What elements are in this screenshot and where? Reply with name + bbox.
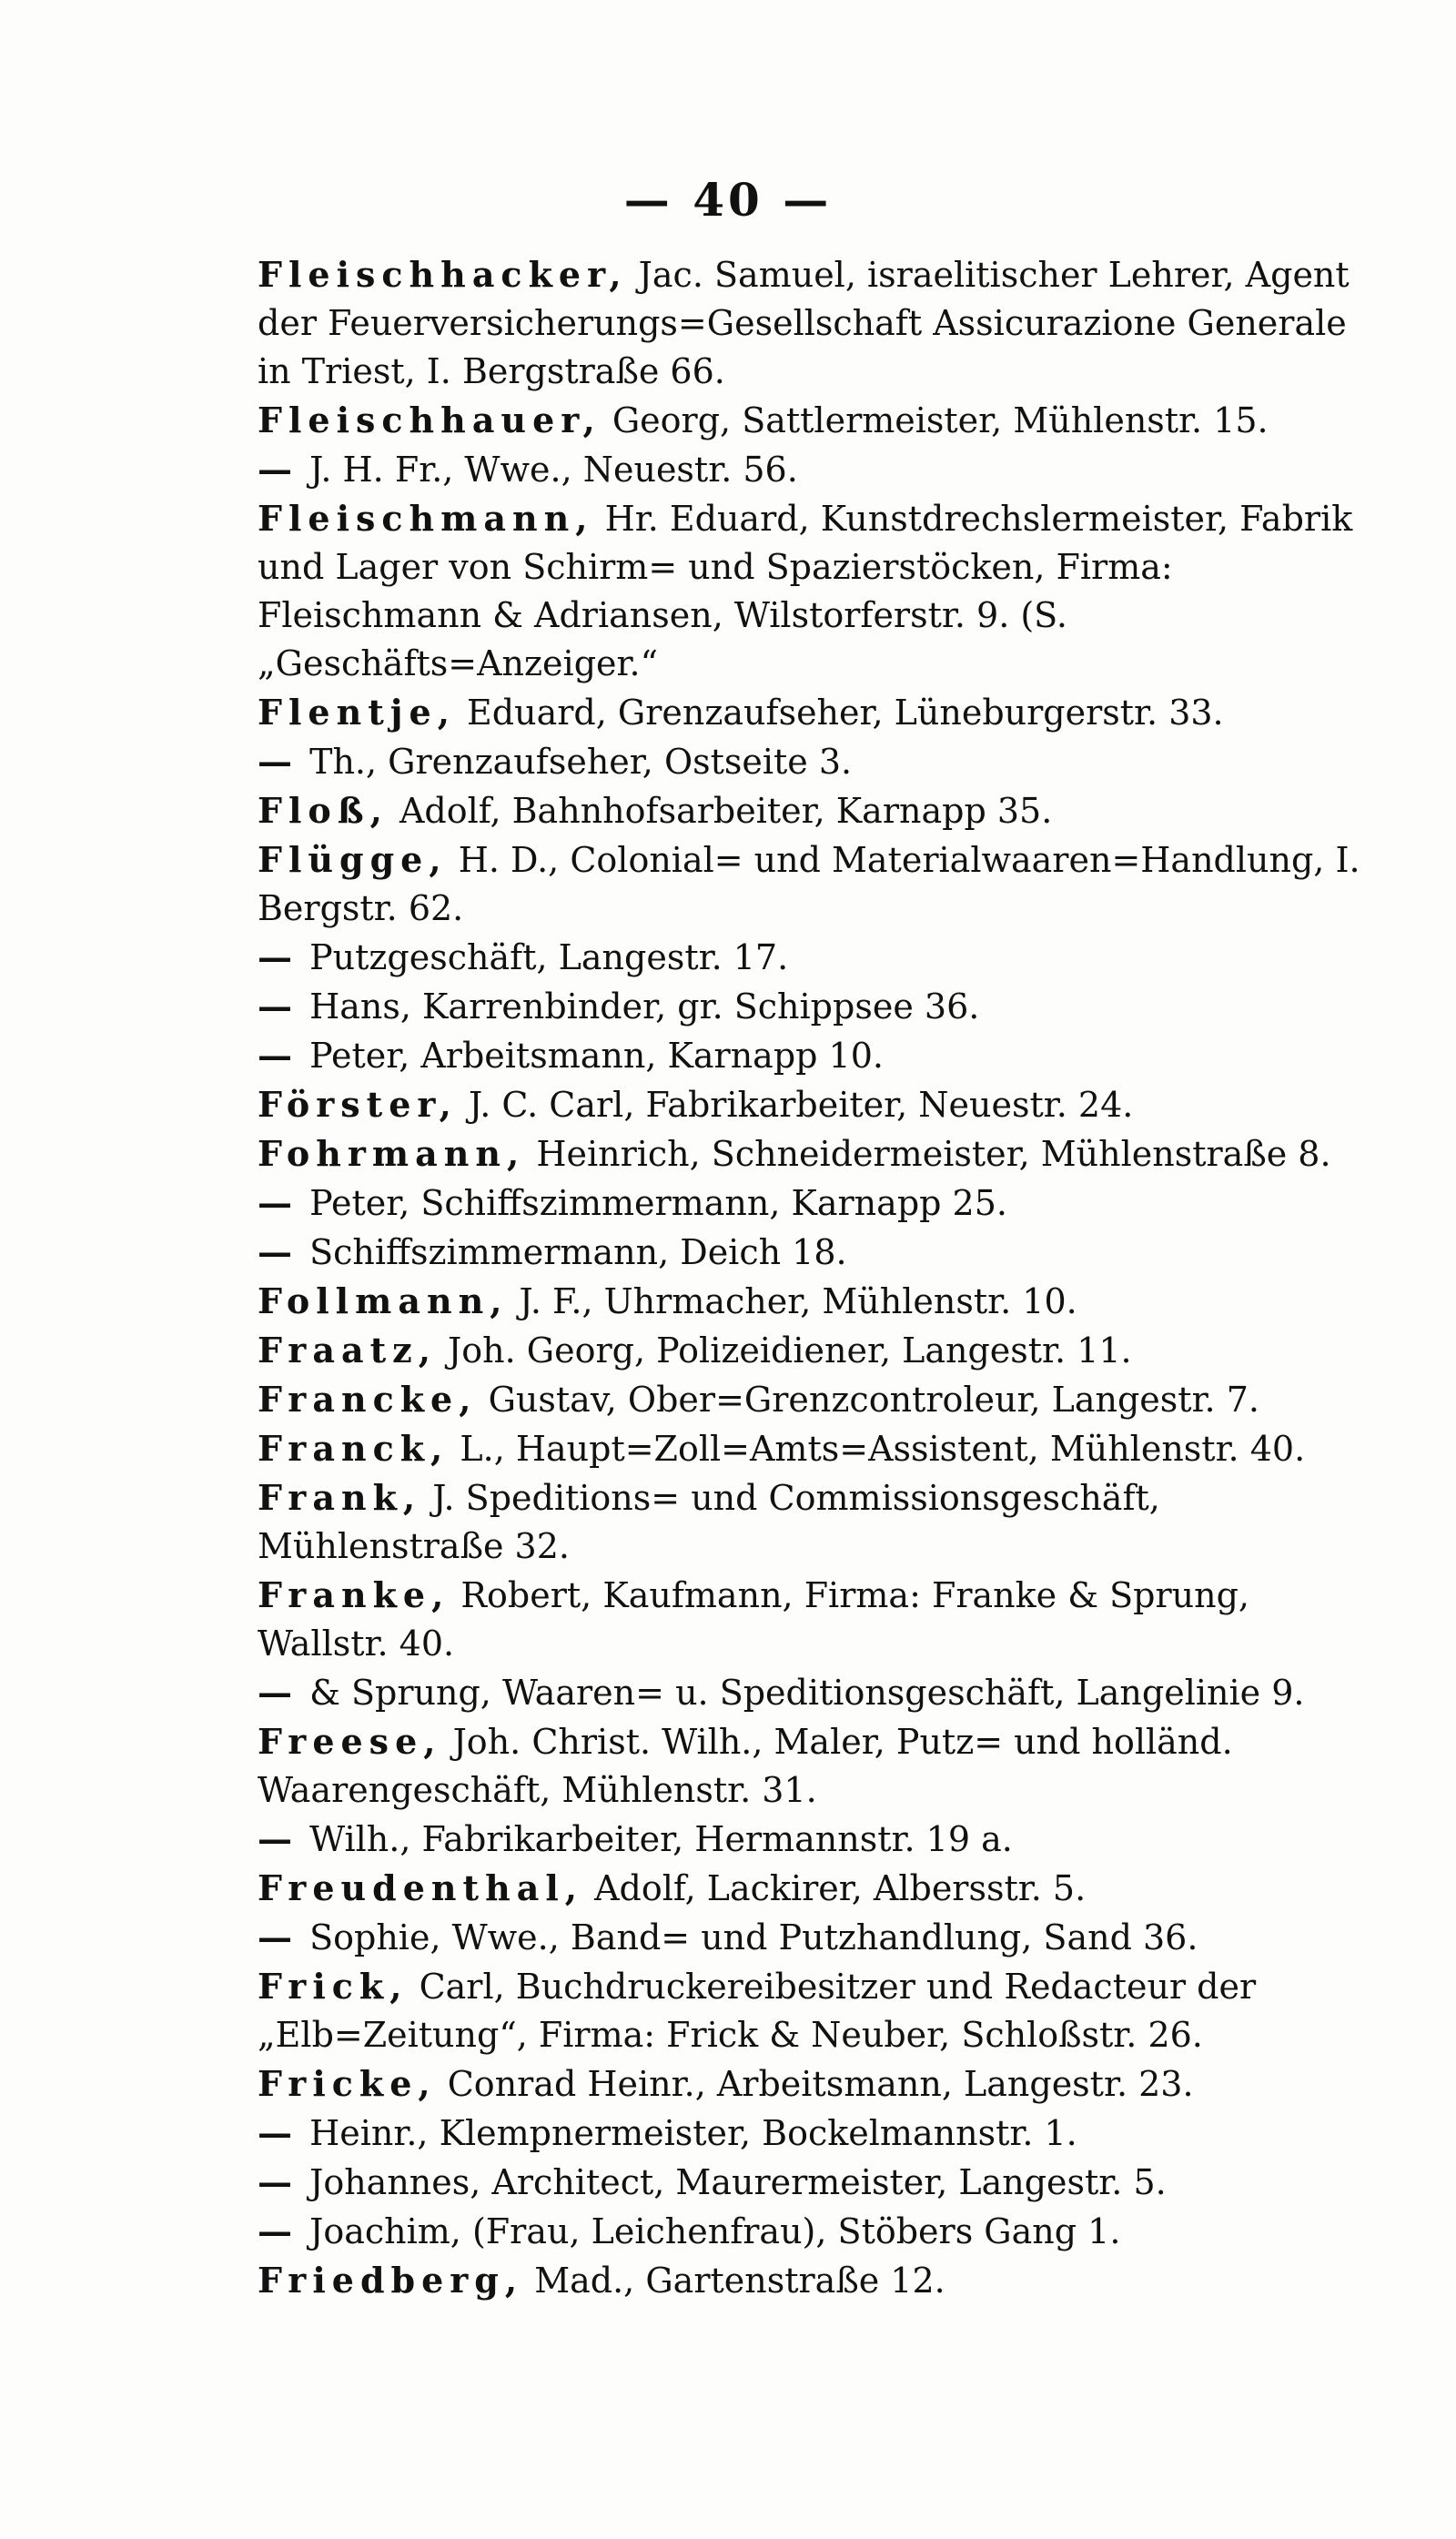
directory-entry (258, 1277, 1363, 1326)
entry-text: Mad., Gartenstraße 12. (534, 2261, 945, 2301)
directory-entry (258, 1473, 1363, 1571)
entry-name: Flentje, (258, 692, 456, 733)
directory-entry (258, 1178, 1363, 1228)
entry-name: — (258, 1182, 298, 1223)
entry-text: Adolf, Lackirer, Albersstr. 5. (594, 1868, 1087, 1908)
entry-text: Heinr., Klempnermeister, Bockelmannstr. 1. (309, 2113, 1077, 2153)
directory-entry (258, 1228, 1363, 1277)
directory-entry (258, 1815, 1363, 1864)
entry-text: J. C. Carl, Fabrikarbeiter, Neuestr. 24. (468, 1085, 1134, 1125)
entry-name: Frank, (258, 1477, 422, 1518)
entry-name: Francke, (258, 1379, 478, 1420)
entry-name: — (258, 1917, 298, 1957)
directory-entry (258, 933, 1363, 982)
directory-entry (258, 982, 1363, 1031)
entry-name: Fleischhauer, (258, 400, 602, 440)
entry-text: Schiffszimmermann, Deich 18. (309, 1232, 847, 1272)
entry-text: Peter, Arbeitsmann, Karnapp 10. (309, 1036, 884, 1076)
directory-entry (258, 1571, 1363, 1668)
entry-text: Putzgeschäft, Langestr. 17. (309, 937, 789, 977)
directory-entry (258, 2059, 1363, 2109)
directory-entry (258, 1326, 1363, 1375)
directory-entry (258, 1864, 1363, 1913)
entry-text: J. Speditions= und Commissionsgeschäft, Mühlenstraße 32. (258, 1478, 1160, 1566)
entry-name: — (258, 1035, 298, 1076)
directory-entries (258, 250, 1363, 2305)
directory-entry (258, 688, 1363, 737)
entry-name: Fraatz, (258, 1330, 437, 1371)
entry-name: Fleischmann, (258, 498, 594, 539)
directory-entry (258, 737, 1363, 786)
entry-text: Hr. Eduard, Kunstdrechslermeister, Fabrik und Lager von Schirm= und Spazierstöcken, Firma: Fleischmann & Adriansen, Wilstorferstr. 9. (S. „Geschäfts=Anzeiger.“ (258, 499, 1353, 683)
directory-entry (258, 1913, 1363, 1962)
directory-entry (258, 445, 1363, 494)
entry-name: Fohrmann, (258, 1133, 526, 1174)
entry-name: — (258, 986, 298, 1027)
entry-name: Floß, (258, 790, 389, 831)
entry-text: Gustav, Ober=Grenzcontroleur, Langestr. 7. (488, 1380, 1259, 1420)
entry-name: — (258, 741, 298, 782)
entry-text: Hans, Karrenbinder, gr. Schippsee 36. (309, 986, 980, 1027)
entry-name: — (258, 936, 298, 977)
entry-name: Follmann, (258, 1280, 509, 1321)
directory-entry (258, 786, 1363, 835)
entry-name: — (258, 1672, 298, 1713)
entry-name: — (258, 2161, 298, 2202)
directory-entry (258, 1129, 1363, 1178)
directory-entry (258, 396, 1363, 445)
entry-text: Johannes, Architect, Maurermeister, Langestr. 5. (309, 2162, 1167, 2202)
entry-text: Sophie, Wwe., Band= und Putzhandlung, Sand 36. (309, 1917, 1198, 1957)
entry-text: H. D., Colonial= und Materialwaaren=Handlung, I. Bergstr. 62. (258, 840, 1360, 928)
entry-name: Frick, (258, 1966, 409, 2007)
directory-entry (258, 494, 1363, 688)
entry-name: Flügge, (258, 839, 448, 880)
entry-text: Peter, Schiffszimmermann, Karnapp 25. (309, 1183, 1007, 1223)
entry-text: Joachim, (Frau, Leichenfrau), Stöbers Gang 1. (309, 2211, 1121, 2251)
entry-text: Heinrich, Schneidermeister, Mühlenstraße 8. (536, 1134, 1331, 1174)
entry-text: Adolf, Bahnhofsarbeiter, Karnapp 35. (399, 791, 1053, 831)
entry-name: Fleischhacker, (258, 254, 628, 295)
entry-name: Freudenthal, (258, 1867, 583, 1908)
entry-name: Fricke, (258, 2063, 437, 2104)
directory-entry (258, 2207, 1363, 2256)
page-number: — 40 — (623, 173, 833, 227)
directory-entry (258, 2256, 1363, 2305)
entry-text: Joh. Christ. Wilh., Maler, Putz= und holländ. Waarengeschäft, Mühlenstr. 31. (258, 1722, 1233, 1810)
entry-name: — (258, 1818, 298, 1859)
directory-entry (258, 835, 1363, 933)
directory-entry (258, 1080, 1363, 1129)
directory-entry (258, 1424, 1363, 1473)
entry-text: Th., Grenzaufseher, Ostseite 3. (309, 742, 853, 782)
entry-name: — (258, 1231, 298, 1272)
entry-text: Conrad Heinr., Arbeitsmann, Langestr. 23. (447, 2064, 1194, 2104)
directory-entry (258, 1717, 1363, 1815)
entry-text: & Sprung, Waaren= u. Speditionsgeschäft, Langelinie 9. (309, 1673, 1305, 1713)
entry-name: Franke, (258, 1574, 450, 1615)
entry-text: Jac. Samuel, israelitischer Lehrer, Agent der Feuerversicherungs=Gesellschaft Assicurazione Generale in Triest, I. Bergstraße 66. (258, 255, 1350, 391)
entry-text: Carl, Buchdruckereibesitzer und Redacteur der „Elb=Zeitung“, Firma: Frick & Neuber, Schloßstr. 26. (258, 1967, 1257, 2055)
directory-entry (258, 2109, 1363, 2158)
directory-entry (258, 1031, 1363, 1080)
entry-text: Robert, Kaufmann, Firma: Franke & Sprung, Wallstr. 40. (258, 1575, 1249, 1664)
entry-name: Franck, (258, 1428, 450, 1469)
entry-text: J. H. Fr., Wwe., Neuestr. 56. (309, 450, 798, 490)
entry-text: Georg, Sattlermeister, Mühlenstr. 15. (612, 400, 1269, 440)
directory-entry (258, 2158, 1363, 2207)
entry-name: — (258, 449, 298, 490)
entry-text: Eduard, Grenzaufseher, Lüneburgerstr. 33. (467, 693, 1224, 733)
entry-name: Freese, (258, 1721, 442, 1762)
entry-name: Friedberg, (258, 2260, 524, 2301)
entry-text: L., Haupt=Zoll=Amts=Assistent, Mühlenstr. 40. (460, 1429, 1306, 1469)
directory-entry (258, 1375, 1363, 1424)
directory-entry (258, 250, 1363, 396)
entry-text: J. F., Uhrmacher, Mühlenstr. 10. (519, 1281, 1077, 1321)
entry-text: Wilh., Fabrikarbeiter, Hermannstr. 19 a. (309, 1819, 1013, 1859)
entry-name: — (258, 2210, 298, 2251)
entry-text: Joh. Georg, Polizeidiener, Langestr. 11. (448, 1330, 1132, 1371)
entry-name: — (258, 2112, 298, 2153)
entry-name: Förster, (258, 1084, 458, 1125)
directory-entry (258, 1668, 1363, 1717)
directory-entry (258, 1962, 1363, 2059)
